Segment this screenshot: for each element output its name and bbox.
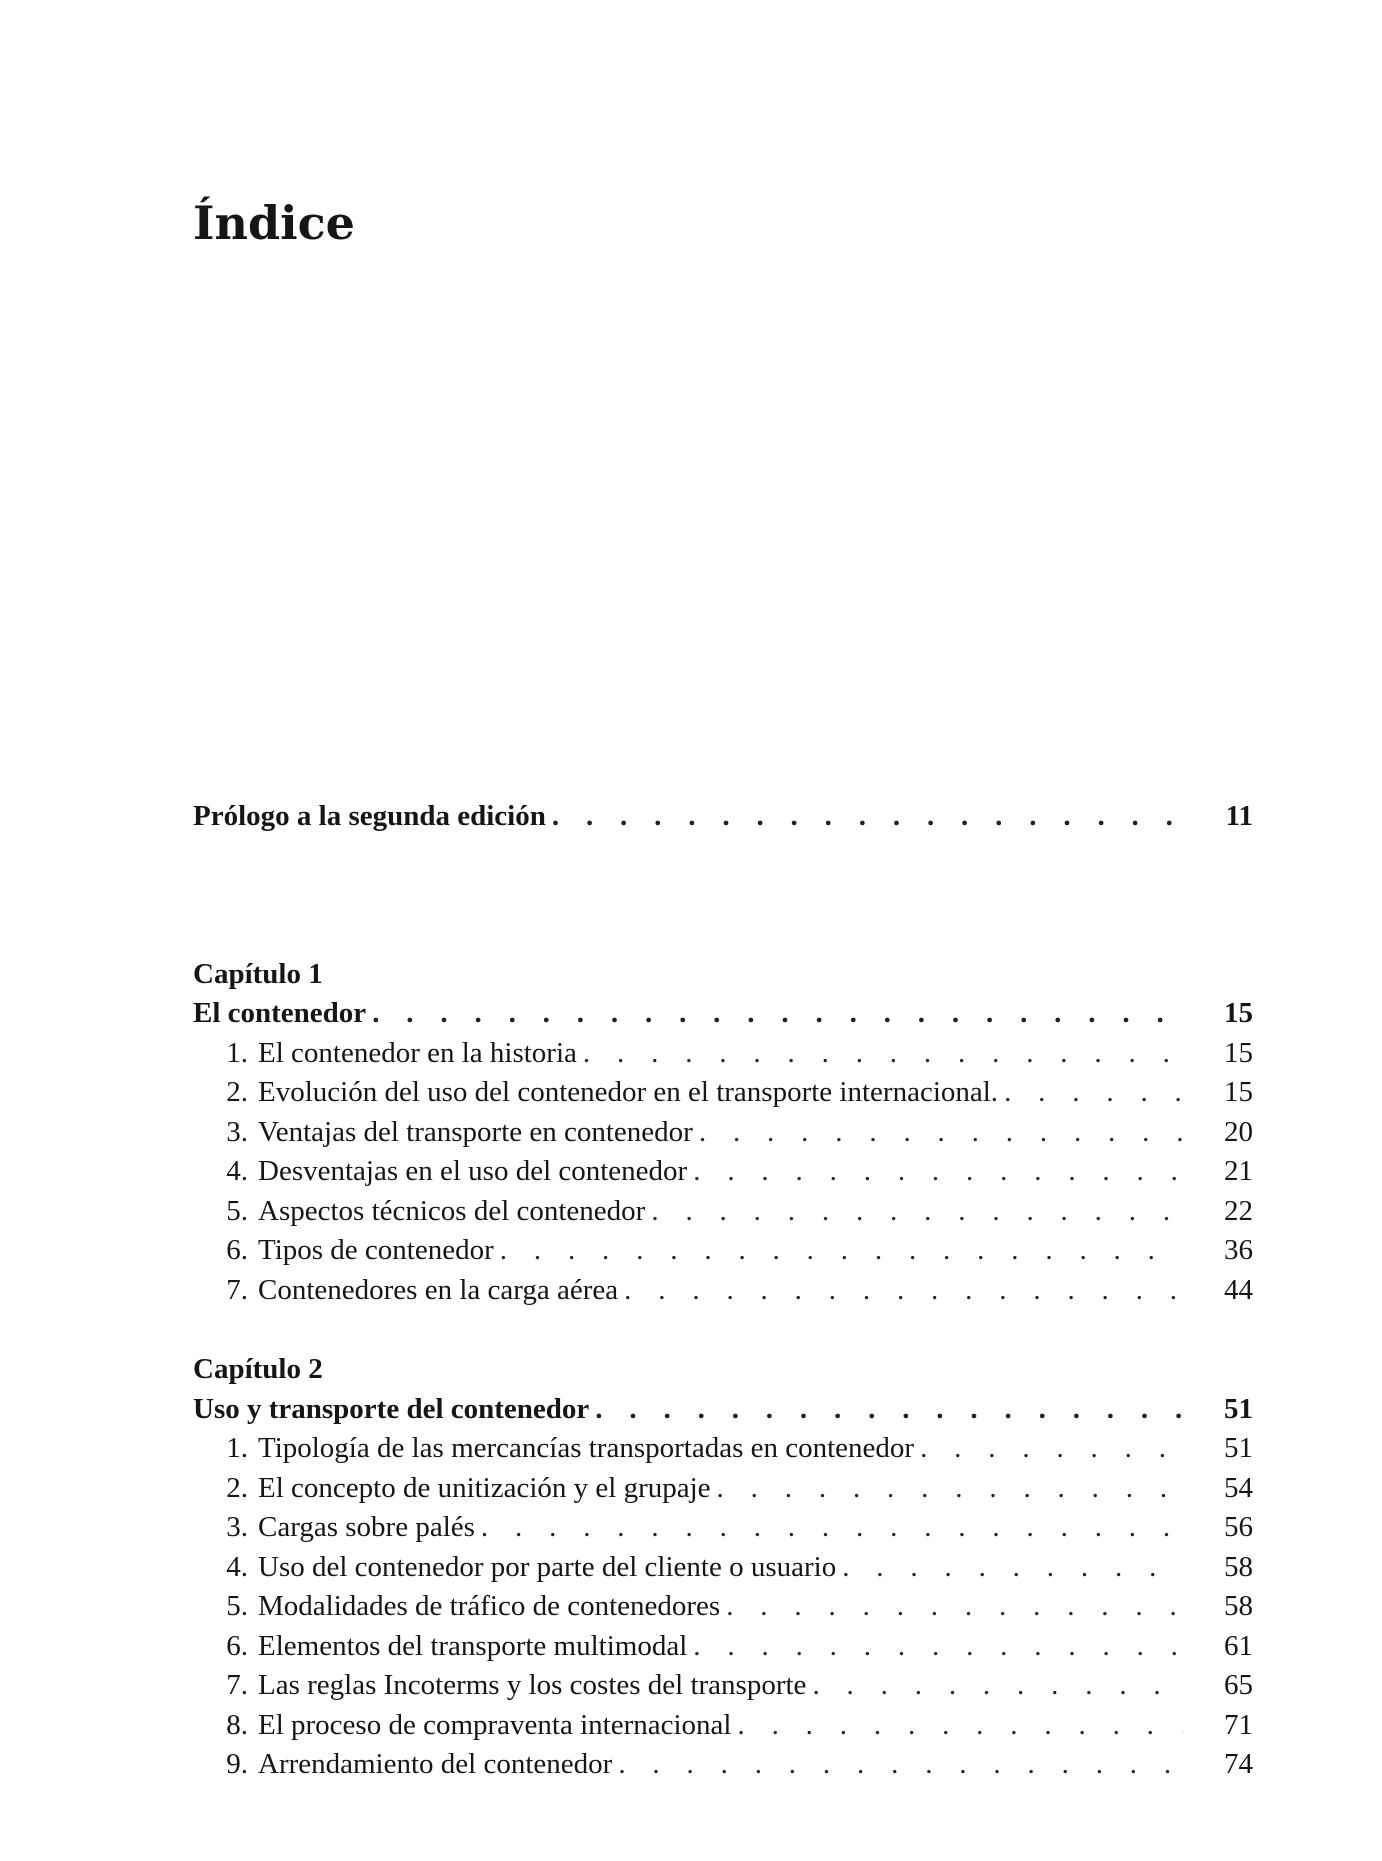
toc-page-number: 74	[1224, 1748, 1253, 1780]
dot-leader	[699, 1116, 1183, 1149]
toc-entry-label: Uso y transporte del contenedor	[193, 1392, 590, 1425]
toc-page-number: 58	[1224, 1590, 1253, 1622]
dot-leader	[595, 1393, 1183, 1426]
dot-leader	[624, 1274, 1183, 1307]
toc-entry-label: El contenedor	[193, 997, 367, 1029]
section-number: 7.	[226, 1273, 248, 1306]
chapter-label: Capítulo 1	[193, 957, 323, 990]
section-number: 3.	[226, 1115, 248, 1148]
toc-entry-label: Ventajas del transporte en contenedor	[258, 1115, 693, 1148]
toc-entry-section[interactable]	[193, 1155, 1253, 1195]
page-title: Índice	[193, 196, 355, 250]
dot-leader	[717, 1472, 1183, 1505]
toc-page-number: 15	[1224, 1076, 1253, 1108]
toc-entry-section[interactable]	[193, 1472, 1253, 1512]
dot-leader	[726, 1590, 1183, 1623]
section-number: 8.	[226, 1708, 248, 1741]
toc-page-number: 21	[1224, 1155, 1253, 1187]
toc-page-number: 56	[1224, 1511, 1253, 1543]
toc-page-number: 51	[1224, 1432, 1253, 1464]
dot-leader	[812, 1669, 1183, 1702]
toc-entry-section[interactable]	[193, 1511, 1253, 1551]
toc-entry-chapter-title[interactable]	[193, 1393, 1253, 1433]
dot-leader	[920, 1432, 1183, 1465]
section-number: 7.	[226, 1669, 248, 1701]
toc-entry-label: Tipología de las mercancías transportadas en contenedor	[258, 1432, 915, 1464]
table-of-contents	[193, 800, 1253, 1788]
toc-entry-label: Desventajas en el uso del contenedor	[258, 1155, 688, 1187]
toc-entry-label: Uso del contenedor por parte del cliente o usuario	[258, 1550, 837, 1583]
toc-entry-label: Las reglas Incoterms y los costes del transporte	[258, 1669, 807, 1701]
toc-entry-chapter-title[interactable]	[193, 997, 1253, 1037]
dot-leader	[481, 1511, 1183, 1544]
section-number: 4.	[226, 1550, 248, 1583]
toc-entry-label: Elementos del transporte multimodal	[258, 1629, 688, 1662]
toc-entry-label: Modalidades de tráfico de contenedores	[258, 1590, 721, 1622]
dot-leader	[372, 997, 1183, 1030]
toc-entry-section[interactable]	[193, 1432, 1253, 1472]
chapter-1-block	[193, 958, 1253, 1314]
toc-entry-section[interactable]	[193, 1076, 1253, 1116]
section-number: 5.	[226, 1590, 248, 1622]
dot-leader	[618, 1748, 1183, 1781]
toc-page-number: 71	[1224, 1708, 1253, 1741]
toc-page-number: 58	[1224, 1550, 1253, 1583]
toc-entry-section[interactable]	[193, 1037, 1253, 1077]
toc-entry-section[interactable]	[193, 1116, 1253, 1156]
section-number: 6.	[226, 1629, 248, 1662]
dot-leader	[842, 1551, 1183, 1584]
chapter-label: Capítulo 2	[193, 1353, 323, 1385]
section-number: 9.	[226, 1748, 248, 1780]
section-number: 6.	[226, 1234, 248, 1266]
toc-entry-prologue[interactable]	[193, 800, 1253, 840]
dot-leader	[693, 1155, 1183, 1188]
dot-leader	[693, 1630, 1183, 1663]
section-number: 2.	[226, 1471, 248, 1504]
dot-leader	[1004, 1076, 1183, 1109]
dot-leader	[737, 1709, 1183, 1742]
toc-entry-label: Prólogo a la segunda edición	[193, 800, 546, 832]
section-number: 1.	[226, 1432, 248, 1464]
toc-entry-section[interactable]	[193, 1234, 1253, 1274]
toc-entry-label: El concepto de unitización y el grupaje	[258, 1471, 711, 1504]
toc-page-number: 22	[1224, 1194, 1253, 1227]
dot-leader	[500, 1234, 1183, 1267]
toc-page-number: 51	[1224, 1392, 1253, 1425]
toc-entry-label: Contenedores en la carga aérea	[258, 1273, 619, 1306]
toc-page-number: 44	[1224, 1273, 1253, 1306]
toc-entry-section[interactable]	[193, 1195, 1253, 1235]
toc-entry-section[interactable]	[193, 1551, 1253, 1591]
section-number: 3.	[226, 1511, 248, 1543]
toc-entry-label: Evolución del uso del contenedor en el transporte internacional.	[258, 1076, 999, 1108]
toc-page-number: 65	[1224, 1669, 1253, 1701]
toc-page-number: 36	[1224, 1234, 1253, 1266]
toc-entry-label: El contenedor en la historia	[258, 1036, 577, 1069]
toc-entry-section[interactable]	[193, 1669, 1253, 1709]
toc-page-number: 15	[1224, 1036, 1253, 1069]
section-number: 2.	[226, 1076, 248, 1108]
toc-entry-section[interactable]	[193, 1630, 1253, 1670]
dot-leader	[651, 1195, 1183, 1228]
section-number: 4.	[226, 1155, 248, 1187]
dot-leader	[552, 800, 1183, 833]
chapter-2-block	[193, 1353, 1253, 1788]
toc-page-number: 11	[1225, 800, 1253, 832]
toc-page-number: 20	[1224, 1115, 1253, 1148]
toc-entry-label: Arrendamiento del contenedor	[258, 1748, 613, 1780]
section-number: 1.	[226, 1036, 248, 1069]
toc-entry-section[interactable]	[193, 1274, 1253, 1314]
toc-entry-section[interactable]	[193, 1709, 1253, 1749]
toc-entry-label: Tipos de contenedor	[258, 1234, 494, 1266]
toc-page-number: 54	[1224, 1471, 1253, 1504]
toc-entry-label: El proceso de compraventa internacional	[258, 1708, 732, 1741]
toc-entry-section[interactable]	[193, 1748, 1253, 1788]
toc-page-number: 15	[1224, 997, 1253, 1029]
section-number: 5.	[226, 1194, 248, 1227]
dot-leader	[583, 1037, 1183, 1070]
toc-entry-label: Aspectos técnicos del contenedor	[258, 1194, 646, 1227]
toc-page-number: 61	[1224, 1629, 1253, 1662]
toc-entry-label: Cargas sobre palés	[258, 1511, 475, 1543]
toc-entry-section[interactable]	[193, 1590, 1253, 1630]
